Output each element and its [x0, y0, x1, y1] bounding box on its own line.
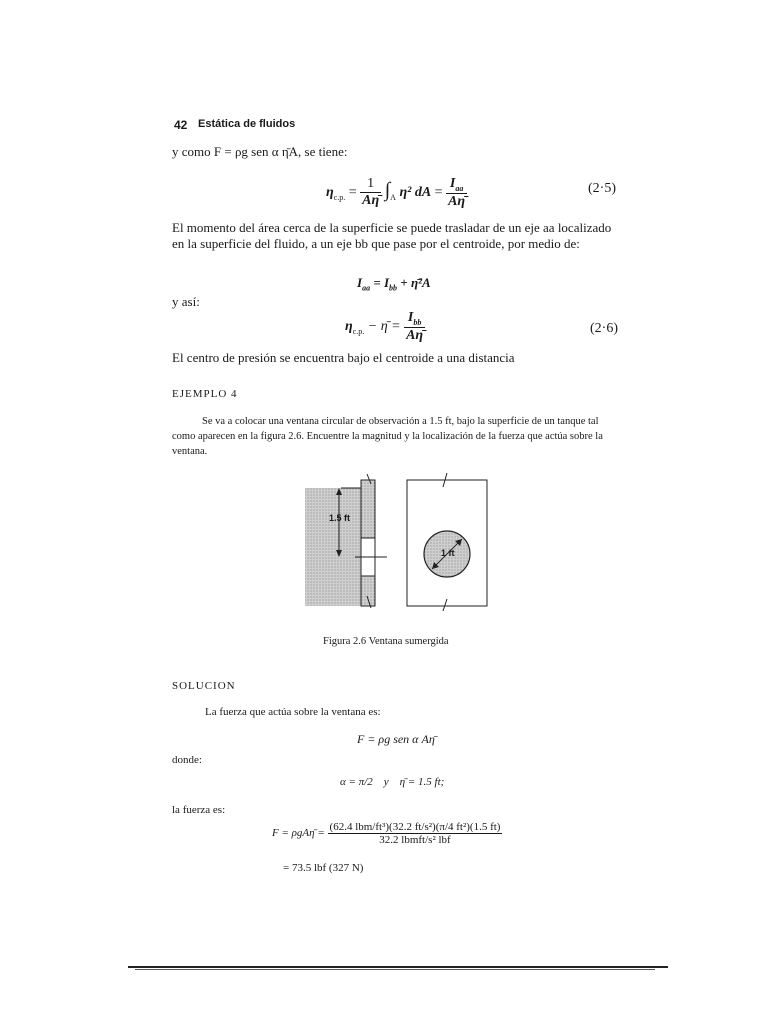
- solucion-eq-3: [272, 821, 502, 846]
- eq26-number: (2·6): [590, 321, 618, 336]
- solucion-result: = 73.5 lbf (327 N): [283, 862, 364, 874]
- y-asi: y así:: [172, 294, 200, 309]
- paragraph-2: El centro de presión se encuentra bajo el centroide a una distancia: [172, 350, 515, 365]
- eq-iaa-sub: aa: [362, 283, 371, 293]
- eq25-frac2-num: I: [449, 176, 456, 191]
- label-1-5-ft: 1.5 ft: [329, 513, 351, 523]
- figure-2-6: [295, 470, 495, 612]
- eq26-lhs-sub: c.p.: [352, 326, 365, 336]
- eq26-num-sub: bb: [413, 317, 422, 327]
- solucion-eq-3-num: (62.4 lbm/ft³)(32.2 ft/s²)(π/4 ft²)(1.5 ft): [329, 821, 501, 833]
- solucion-eq-3-den: 32.2 lbmft/s² lbf: [379, 834, 451, 846]
- eq26-den: Aη̄: [406, 327, 424, 343]
- intro-line: y como F = ρg sen α η̄A, se tiene:: [172, 144, 348, 159]
- eq25-frac2: [446, 176, 467, 210]
- figure-caption: Figura 2.6 Ventana sumergida: [323, 636, 449, 647]
- equation-2-6: [345, 310, 425, 344]
- eq25-integral-sub: A: [390, 192, 396, 202]
- solucion-eq-3-frac: [328, 821, 503, 846]
- page-header-title: Estática de fluidos: [198, 118, 296, 130]
- solucion-heading: SOLUCION: [172, 680, 236, 692]
- ejemplo-text: Se va a colocar una ventana circular de observación a 1.5 ft, bajo la superficie de un tanque tal como aparecen en la figura 2.6. Encuentre la magnitud y la localización de la fuerza que actúa sobre la ventana.: [172, 416, 603, 457]
- solucion-eq-2: α = π/2 y η̄ = 1.5 ft;: [340, 776, 445, 788]
- eq-ibb-sub: bb: [389, 283, 398, 293]
- eq25-lhs: η: [326, 185, 334, 201]
- eq25-lhs-sub: c.p.: [333, 192, 346, 202]
- eq-iaa-tail: + η̄²A: [400, 275, 431, 290]
- eq26-lhs: η: [345, 319, 353, 335]
- eq26-frac: [404, 310, 425, 344]
- la-fuerza: la fuerza es:: [172, 804, 226, 816]
- eq25-integrand: η² dA: [399, 185, 432, 201]
- donde: donde:: [172, 754, 202, 766]
- eq26-minus: − η̄ =: [367, 319, 401, 335]
- eq-iaa-rest: = I: [373, 275, 390, 290]
- eq25-frac2-num-sub: aa: [455, 183, 464, 193]
- bottom-rule-2: [135, 969, 655, 970]
- eq25-frac1-num: 1: [360, 176, 381, 193]
- eq25-frac1-den: Aη̄: [362, 193, 380, 209]
- page-number: 42: [174, 118, 188, 132]
- eq-iaa: I: [357, 275, 363, 290]
- water-region: [305, 488, 361, 606]
- label-1-ft: 1 ft: [441, 548, 455, 558]
- bottom-rule: [128, 966, 668, 968]
- eq25-number: (2·5): [588, 181, 616, 196]
- eq25-integral: ∫: [384, 179, 391, 202]
- eq26-num: I: [407, 310, 414, 325]
- equation-iaa: [357, 275, 431, 293]
- ejemplo-heading: EJEMPLO 4: [172, 388, 238, 400]
- solucion-line-1: La fuerza que actúa sobre la ventana es:: [205, 706, 381, 718]
- eq25-frac2-den: Aη̄: [448, 193, 466, 209]
- solucion-eq-3-lhs: F = ρgAη̄ =: [272, 827, 325, 840]
- solucion-eq-1: F = ρg sen α Aη̄: [357, 732, 435, 746]
- paragraph-1: El momento del área cerca de la superficie se puede trasladar de un eje aa localizado en la superficie del fluido, a un eje bb que pase por el centroide, por medio de:: [172, 220, 612, 251]
- eq25-frac1: [360, 176, 381, 209]
- equation-2-5: $\eta_{c.p.}$ = $\frac{1}{A\etā}$ $\int_A$ η² dA = $\frac{I_{aa}}{A\etā}$: [326, 176, 466, 209]
